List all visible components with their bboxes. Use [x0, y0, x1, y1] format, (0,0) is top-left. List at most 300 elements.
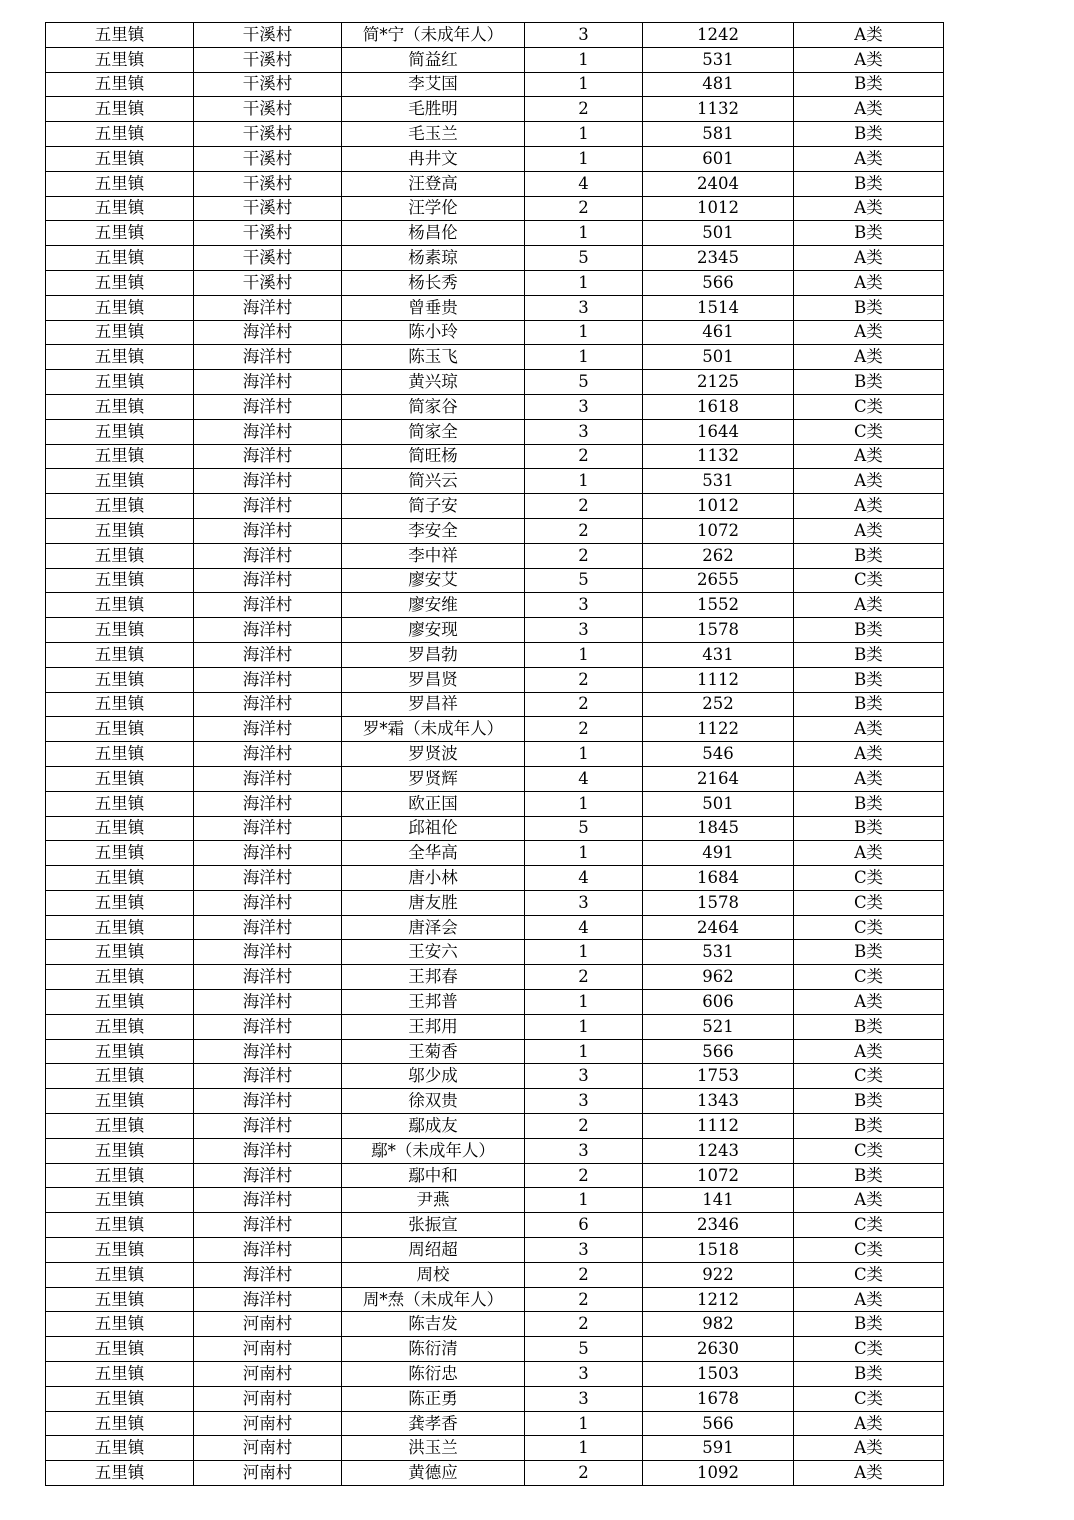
category-cell: B类: [794, 642, 944, 667]
household-size-cell: 1: [525, 1039, 643, 1064]
household-size-cell: 3: [525, 1386, 643, 1411]
category-cell: B类: [794, 122, 944, 147]
town-cell: 五里镇: [46, 1436, 194, 1461]
category-cell: B类: [794, 667, 944, 692]
household-size-cell: 3: [525, 1238, 643, 1263]
category-cell: B类: [794, 1312, 944, 1337]
name-cell: 黄德应: [342, 1461, 525, 1486]
name-cell: 鄢*（未成年人）: [342, 1138, 525, 1163]
amount-cell: 1618: [643, 394, 794, 419]
town-cell: 五里镇: [46, 816, 194, 841]
village-cell: 海洋村: [194, 742, 342, 767]
name-cell: 毛胜明: [342, 97, 525, 122]
amount-cell: 1242: [643, 23, 794, 48]
village-cell: 干溪村: [194, 196, 342, 221]
category-cell: C类: [794, 890, 944, 915]
table-row: [46, 270, 944, 295]
amount-cell: 1578: [643, 890, 794, 915]
name-cell: 罗*霜（未成年人）: [342, 717, 525, 742]
name-cell: 李艾国: [342, 72, 525, 97]
village-cell: 海洋村: [194, 990, 342, 1015]
household-size-cell: 1: [525, 742, 643, 767]
category-cell: B类: [794, 692, 944, 717]
category-cell: A类: [794, 1436, 944, 1461]
town-cell: 五里镇: [46, 618, 194, 643]
table-row: [46, 1362, 944, 1387]
village-cell: 海洋村: [194, 593, 342, 618]
name-cell: 尹燕: [342, 1188, 525, 1213]
town-cell: 五里镇: [46, 568, 194, 593]
table-row: [46, 841, 944, 866]
amount-cell: 491: [643, 841, 794, 866]
household-size-cell: 5: [525, 370, 643, 395]
amount-cell: 1644: [643, 419, 794, 444]
amount-cell: 141: [643, 1188, 794, 1213]
amount-cell: 1122: [643, 717, 794, 742]
town-cell: 五里镇: [46, 766, 194, 791]
amount-cell: 1678: [643, 1386, 794, 1411]
town-cell: 五里镇: [46, 394, 194, 419]
category-cell: A类: [794, 742, 944, 767]
amount-cell: 2404: [643, 171, 794, 196]
table-row: [46, 97, 944, 122]
household-size-cell: 3: [525, 890, 643, 915]
village-cell: 海洋村: [194, 890, 342, 915]
village-cell: 海洋村: [194, 766, 342, 791]
town-cell: 五里镇: [46, 97, 194, 122]
household-size-cell: 3: [525, 1064, 643, 1089]
name-cell: 汪登高: [342, 171, 525, 196]
village-cell: 干溪村: [194, 270, 342, 295]
household-size-cell: 6: [525, 1213, 643, 1238]
relief-recipient-table: [45, 22, 944, 1486]
category-cell: B类: [794, 940, 944, 965]
amount-cell: 1012: [643, 196, 794, 221]
amount-cell: 1132: [643, 444, 794, 469]
village-cell: 海洋村: [194, 618, 342, 643]
household-size-cell: 1: [525, 1188, 643, 1213]
village-cell: 干溪村: [194, 47, 342, 72]
category-cell: B类: [794, 171, 944, 196]
amount-cell: 1243: [643, 1138, 794, 1163]
table-row: [46, 940, 944, 965]
name-cell: 唐小林: [342, 866, 525, 891]
category-cell: C类: [794, 1262, 944, 1287]
name-cell: 陈玉飞: [342, 345, 525, 370]
household-size-cell: 2: [525, 1461, 643, 1486]
name-cell: 罗昌勃: [342, 642, 525, 667]
household-size-cell: 2: [525, 1114, 643, 1139]
name-cell: 王邦用: [342, 1014, 525, 1039]
amount-cell: 1343: [643, 1089, 794, 1114]
amount-cell: 591: [643, 1436, 794, 1461]
village-cell: 海洋村: [194, 320, 342, 345]
table-row: [46, 370, 944, 395]
town-cell: 五里镇: [46, 940, 194, 965]
table-row: [46, 890, 944, 915]
name-cell: 杨长秀: [342, 270, 525, 295]
category-cell: A类: [794, 766, 944, 791]
household-size-cell: 4: [525, 915, 643, 940]
category-cell: A类: [794, 246, 944, 271]
name-cell: 简*宁（未成年人）: [342, 23, 525, 48]
household-size-cell: 1: [525, 990, 643, 1015]
household-size-cell: 1: [525, 122, 643, 147]
town-cell: 五里镇: [46, 1337, 194, 1362]
village-cell: 海洋村: [194, 1039, 342, 1064]
village-cell: 海洋村: [194, 469, 342, 494]
household-size-cell: 1: [525, 642, 643, 667]
table-row: [46, 1163, 944, 1188]
amount-cell: 1684: [643, 866, 794, 891]
table-row: [46, 866, 944, 891]
household-size-cell: 3: [525, 394, 643, 419]
amount-cell: 1012: [643, 494, 794, 519]
amount-cell: 252: [643, 692, 794, 717]
village-cell: 海洋村: [194, 295, 342, 320]
category-cell: A类: [794, 841, 944, 866]
amount-cell: 1072: [643, 1163, 794, 1188]
amount-cell: 461: [643, 320, 794, 345]
table-row: [46, 1089, 944, 1114]
table-row: [46, 1039, 944, 1064]
category-cell: B类: [794, 1089, 944, 1114]
table-row: [46, 494, 944, 519]
town-cell: 五里镇: [46, 543, 194, 568]
amount-cell: 1112: [643, 667, 794, 692]
table-row: [46, 146, 944, 171]
table-row: [46, 246, 944, 271]
table-row: [46, 543, 944, 568]
category-cell: A类: [794, 494, 944, 519]
category-cell: C类: [794, 965, 944, 990]
category-cell: C类: [794, 1386, 944, 1411]
table-row: [46, 295, 944, 320]
name-cell: 鄢成友: [342, 1114, 525, 1139]
name-cell: 徐双贵: [342, 1089, 525, 1114]
table-row: [46, 345, 944, 370]
table-row: [46, 1411, 944, 1436]
name-cell: 廖安艾: [342, 568, 525, 593]
name-cell: 简旺杨: [342, 444, 525, 469]
town-cell: 五里镇: [46, 246, 194, 271]
household-size-cell: 2: [525, 97, 643, 122]
amount-cell: 546: [643, 742, 794, 767]
household-size-cell: 3: [525, 23, 643, 48]
category-cell: A类: [794, 469, 944, 494]
table-row: [46, 1436, 944, 1461]
household-size-cell: 3: [525, 593, 643, 618]
amount-cell: 2630: [643, 1337, 794, 1362]
document-sheet: [45, 22, 943, 1486]
village-cell: 干溪村: [194, 171, 342, 196]
table-row: [46, 469, 944, 494]
category-cell: B类: [794, 295, 944, 320]
name-cell: 洪玉兰: [342, 1436, 525, 1461]
amount-cell: 481: [643, 72, 794, 97]
town-cell: 五里镇: [46, 1064, 194, 1089]
village-cell: 海洋村: [194, 1188, 342, 1213]
village-cell: 海洋村: [194, 1163, 342, 1188]
amount-cell: 531: [643, 940, 794, 965]
amount-cell: 1072: [643, 518, 794, 543]
town-cell: 五里镇: [46, 72, 194, 97]
amount-cell: 1518: [643, 1238, 794, 1263]
category-cell: A类: [794, 47, 944, 72]
household-size-cell: 3: [525, 1362, 643, 1387]
table-row: [46, 1287, 944, 1312]
amount-cell: 1552: [643, 593, 794, 618]
household-size-cell: 2: [525, 667, 643, 692]
household-size-cell: 5: [525, 1337, 643, 1362]
table-row: [46, 72, 944, 97]
town-cell: 五里镇: [46, 1114, 194, 1139]
village-cell: 海洋村: [194, 568, 342, 593]
village-cell: 海洋村: [194, 1014, 342, 1039]
table-row: [46, 791, 944, 816]
amount-cell: 2164: [643, 766, 794, 791]
table-row: [46, 692, 944, 717]
table-row: [46, 568, 944, 593]
category-cell: A类: [794, 23, 944, 48]
town-cell: 五里镇: [46, 221, 194, 246]
category-cell: A类: [794, 320, 944, 345]
name-cell: 鄢中和: [342, 1163, 525, 1188]
name-cell: 简家全: [342, 419, 525, 444]
name-cell: 邬少成: [342, 1064, 525, 1089]
village-cell: 海洋村: [194, 791, 342, 816]
household-size-cell: 2: [525, 1312, 643, 1337]
name-cell: 张振宣: [342, 1213, 525, 1238]
amount-cell: 2655: [643, 568, 794, 593]
amount-cell: 501: [643, 791, 794, 816]
town-cell: 五里镇: [46, 295, 194, 320]
village-cell: 海洋村: [194, 1064, 342, 1089]
town-cell: 五里镇: [46, 742, 194, 767]
category-cell: A类: [794, 593, 944, 618]
household-size-cell: 3: [525, 419, 643, 444]
name-cell: 陈吉发: [342, 1312, 525, 1337]
category-cell: C类: [794, 1213, 944, 1238]
town-cell: 五里镇: [46, 1039, 194, 1064]
town-cell: 五里镇: [46, 146, 194, 171]
village-cell: 海洋村: [194, 444, 342, 469]
village-cell: 海洋村: [194, 940, 342, 965]
town-cell: 五里镇: [46, 1262, 194, 1287]
category-cell: B类: [794, 1163, 944, 1188]
village-cell: 干溪村: [194, 122, 342, 147]
amount-cell: 531: [643, 469, 794, 494]
village-cell: 干溪村: [194, 97, 342, 122]
village-cell: 海洋村: [194, 965, 342, 990]
town-cell: 五里镇: [46, 866, 194, 891]
table-row: [46, 1138, 944, 1163]
name-cell: 王菊香: [342, 1039, 525, 1064]
table-row: [46, 171, 944, 196]
category-cell: B类: [794, 1114, 944, 1139]
table-row: [46, 593, 944, 618]
category-cell: A类: [794, 345, 944, 370]
name-cell: 周*焘（未成年人）: [342, 1287, 525, 1312]
household-size-cell: 1: [525, 841, 643, 866]
village-cell: 海洋村: [194, 370, 342, 395]
town-cell: 五里镇: [46, 1188, 194, 1213]
village-cell: 河南村: [194, 1461, 342, 1486]
category-cell: B类: [794, 1362, 944, 1387]
category-cell: A类: [794, 444, 944, 469]
village-cell: 河南村: [194, 1362, 342, 1387]
amount-cell: 2125: [643, 370, 794, 395]
amount-cell: 601: [643, 146, 794, 171]
amount-cell: 566: [643, 1039, 794, 1064]
table-row: [46, 1014, 944, 1039]
table-row: [46, 444, 944, 469]
name-cell: 廖安维: [342, 593, 525, 618]
household-size-cell: 2: [525, 1287, 643, 1312]
village-cell: 海洋村: [194, 419, 342, 444]
amount-cell: 566: [643, 1411, 794, 1436]
town-cell: 五里镇: [46, 791, 194, 816]
household-size-cell: 3: [525, 618, 643, 643]
town-cell: 五里镇: [46, 1411, 194, 1436]
amount-cell: 531: [643, 47, 794, 72]
amount-cell: 1503: [643, 1362, 794, 1387]
town-cell: 五里镇: [46, 642, 194, 667]
category-cell: A类: [794, 990, 944, 1015]
table-row: [46, 1461, 944, 1486]
town-cell: 五里镇: [46, 692, 194, 717]
category-cell: C类: [794, 1064, 944, 1089]
household-size-cell: 4: [525, 866, 643, 891]
household-size-cell: 1: [525, 47, 643, 72]
household-size-cell: 1: [525, 1436, 643, 1461]
table-row: [46, 518, 944, 543]
category-cell: B类: [794, 72, 944, 97]
town-cell: 五里镇: [46, 717, 194, 742]
table-row: [46, 23, 944, 48]
name-cell: 冉井文: [342, 146, 525, 171]
town-cell: 五里镇: [46, 1163, 194, 1188]
town-cell: 五里镇: [46, 122, 194, 147]
table-row: [46, 642, 944, 667]
town-cell: 五里镇: [46, 667, 194, 692]
name-cell: 廖安现: [342, 618, 525, 643]
table-row: [46, 618, 944, 643]
village-cell: 河南村: [194, 1386, 342, 1411]
amount-cell: 962: [643, 965, 794, 990]
amount-cell: 1753: [643, 1064, 794, 1089]
town-cell: 五里镇: [46, 345, 194, 370]
table-row: [46, 1337, 944, 1362]
category-cell: C类: [794, 1337, 944, 1362]
household-size-cell: 1: [525, 345, 643, 370]
town-cell: 五里镇: [46, 915, 194, 940]
town-cell: 五里镇: [46, 196, 194, 221]
name-cell: 简家谷: [342, 394, 525, 419]
table-row: [46, 990, 944, 1015]
category-cell: A类: [794, 1188, 944, 1213]
name-cell: 邱祖伦: [342, 816, 525, 841]
category-cell: C类: [794, 915, 944, 940]
household-size-cell: 4: [525, 766, 643, 791]
table-row: [46, 667, 944, 692]
village-cell: 海洋村: [194, 494, 342, 519]
name-cell: 唐泽会: [342, 915, 525, 940]
name-cell: 汪学伦: [342, 196, 525, 221]
village-cell: 海洋村: [194, 1138, 342, 1163]
village-cell: 海洋村: [194, 345, 342, 370]
amount-cell: 2346: [643, 1213, 794, 1238]
category-cell: A类: [794, 518, 944, 543]
name-cell: 全华高: [342, 841, 525, 866]
town-cell: 五里镇: [46, 1089, 194, 1114]
town-cell: 五里镇: [46, 469, 194, 494]
category-cell: A类: [794, 1287, 944, 1312]
table-row: [46, 1188, 944, 1213]
household-size-cell: 2: [525, 444, 643, 469]
village-cell: 干溪村: [194, 246, 342, 271]
household-size-cell: 2: [525, 494, 643, 519]
table-row: [46, 1312, 944, 1337]
category-cell: A类: [794, 97, 944, 122]
category-cell: B类: [794, 1014, 944, 1039]
town-cell: 五里镇: [46, 1386, 194, 1411]
table-row: [46, 717, 944, 742]
name-cell: 李中祥: [342, 543, 525, 568]
household-size-cell: 1: [525, 469, 643, 494]
amount-cell: 606: [643, 990, 794, 1015]
village-cell: 河南村: [194, 1337, 342, 1362]
town-cell: 五里镇: [46, 494, 194, 519]
household-size-cell: 3: [525, 295, 643, 320]
amount-cell: 1212: [643, 1287, 794, 1312]
town-cell: 五里镇: [46, 1287, 194, 1312]
table-row: [46, 320, 944, 345]
table-row: [46, 47, 944, 72]
table-body: [46, 23, 944, 1486]
household-size-cell: 4: [525, 171, 643, 196]
amount-cell: 1514: [643, 295, 794, 320]
table-row: [46, 965, 944, 990]
village-cell: 海洋村: [194, 1262, 342, 1287]
village-cell: 海洋村: [194, 543, 342, 568]
household-size-cell: 1: [525, 320, 643, 345]
amount-cell: 1112: [643, 1114, 794, 1139]
table-row: [46, 1386, 944, 1411]
town-cell: 五里镇: [46, 419, 194, 444]
name-cell: 陈正勇: [342, 1386, 525, 1411]
name-cell: 周绍超: [342, 1238, 525, 1263]
household-size-cell: 1: [525, 940, 643, 965]
village-cell: 海洋村: [194, 1238, 342, 1263]
town-cell: 五里镇: [46, 1014, 194, 1039]
name-cell: 陈衍忠: [342, 1362, 525, 1387]
household-size-cell: 5: [525, 816, 643, 841]
village-cell: 河南村: [194, 1312, 342, 1337]
village-cell: 干溪村: [194, 146, 342, 171]
town-cell: 五里镇: [46, 841, 194, 866]
name-cell: 罗昌贤: [342, 667, 525, 692]
name-cell: 简益红: [342, 47, 525, 72]
village-cell: 干溪村: [194, 221, 342, 246]
town-cell: 五里镇: [46, 320, 194, 345]
village-cell: 干溪村: [194, 23, 342, 48]
village-cell: 海洋村: [194, 1213, 342, 1238]
household-size-cell: 2: [525, 692, 643, 717]
table-row: [46, 122, 944, 147]
amount-cell: 2345: [643, 246, 794, 271]
category-cell: B类: [794, 618, 944, 643]
